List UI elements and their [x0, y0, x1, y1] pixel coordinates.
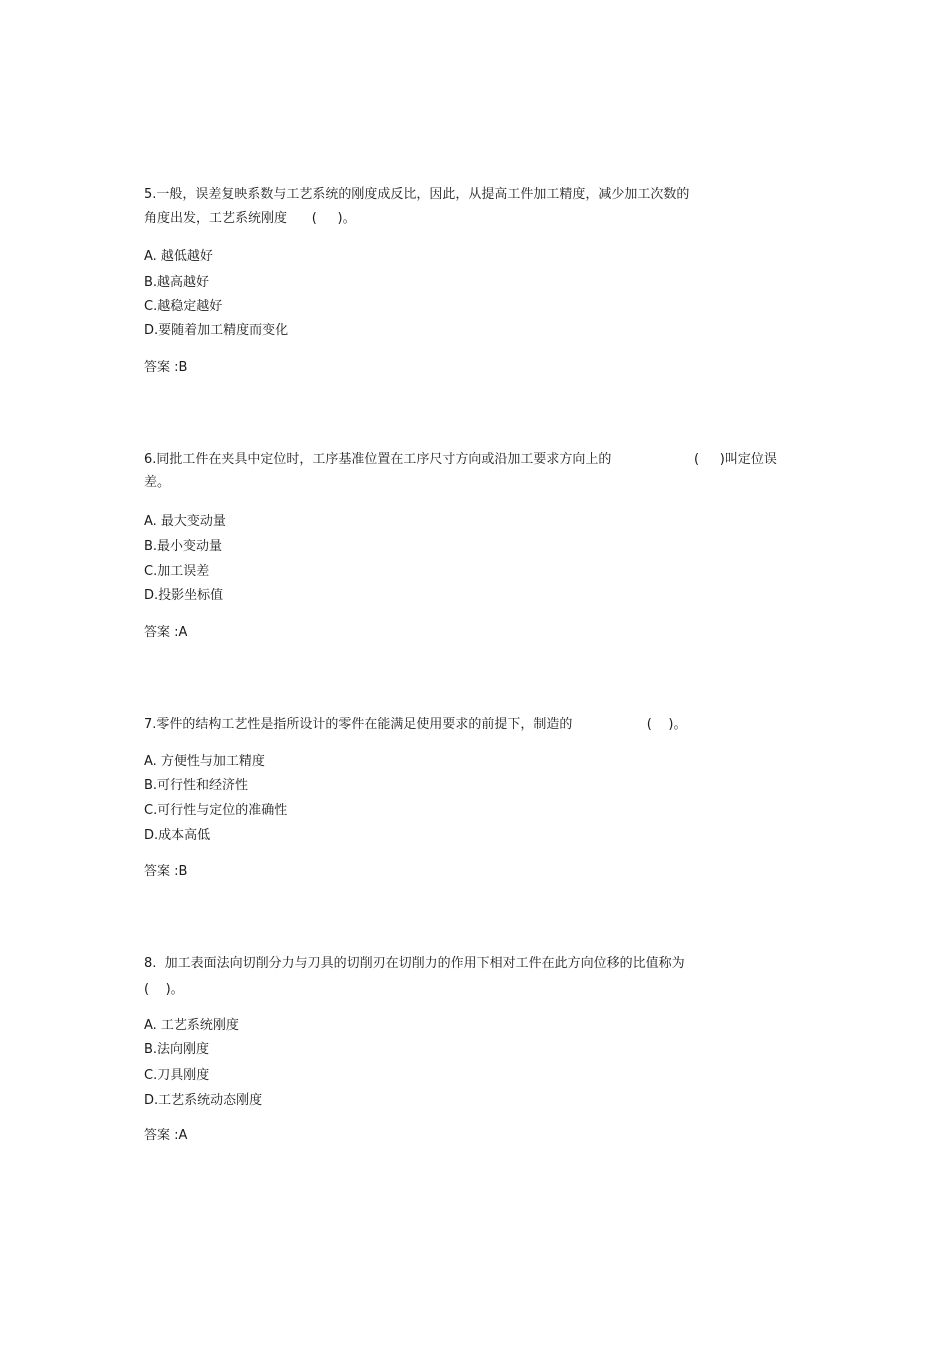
option-a: A. 工艺系统刚度 [144, 1018, 239, 1033]
option-d: D.工艺系统动态刚度 [144, 1093, 263, 1108]
option-c: C.加工误差 [144, 564, 210, 579]
option-a: A. 越低越好 [144, 249, 213, 264]
question-stem-line: 差。 [144, 475, 171, 490]
option-c: C.可行性与定位的准确性 [144, 803, 288, 818]
option-c: C.越稳定越好 [144, 299, 223, 314]
option-d: D.要随着加工精度而变化 [144, 323, 289, 338]
option-b: B.越高越好 [144, 275, 210, 290]
answer: 答案 :A [144, 1128, 188, 1143]
question-stem-line: 8. 加工表面法向切削分力与刀具的切削刃在切削力的作用下相对工件在此方向位移的比值称为 [144, 956, 685, 971]
option-d: D.投影坐标值 [144, 588, 224, 603]
option-b: B.法向刚度 [144, 1042, 210, 1057]
question-stem-line: 角度出发，工艺系统刚度 ( )。 [144, 211, 356, 226]
question-stem-line: 5.一般，误差复映系数与工艺系统的刚度成反比，因此，从提高工件加工精度，减少加工次数的 [144, 187, 690, 202]
option-d: D.成本高低 [144, 828, 211, 843]
question-stem-line: 6.同批工件在夹具中定位时，工序基准位置在工序尺寸方向或沿加工要求方向上的 ( )叫定位误 [144, 452, 777, 467]
question-stem-line: ( )。 [144, 982, 184, 997]
answer: 答案 :A [144, 625, 188, 640]
option-b: B.最小变动量 [144, 539, 223, 554]
option-a: A. 方便性与加工精度 [144, 754, 265, 769]
answer: 答案 :B [144, 864, 188, 879]
option-b: B.可行性和经济性 [144, 778, 249, 793]
answer: 答案 :B [144, 360, 188, 375]
question-stem-line: 7.零件的结构工艺性是指所设计的零件在能满足使用要求的前提下，制造的 ( )。 [144, 717, 687, 732]
option-c: C.刀具刚度 [144, 1068, 210, 1083]
option-a: A. 最大变动量 [144, 514, 226, 529]
